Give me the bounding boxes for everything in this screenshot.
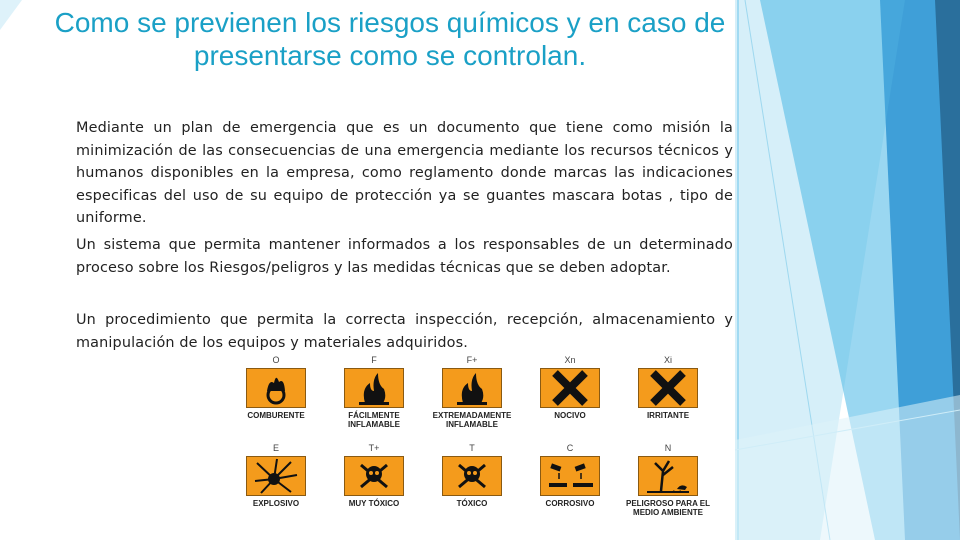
hazard-code: O bbox=[272, 355, 280, 365]
hazard-symbols-grid bbox=[226, 354, 720, 540]
hazard-name: NOCIVO bbox=[554, 411, 586, 420]
hazard-symbol-irritant bbox=[618, 354, 718, 420]
hazard-name: TÓXICO bbox=[456, 499, 488, 508]
paragraph-emergency-plan: Mediante un plan de emergencia que es un documento que tiene como misión la minimización de las consecuencias de una emergencia mediante los recursos técnicos y humanos disponibles en la empresa, como reglamento donde marcas las indicaciones especificas del uso de su equipo de protección ya se guantes mascara botas , tipo de uniforme. bbox=[76, 120, 733, 227]
dead-tree-icon bbox=[638, 456, 698, 496]
flame-icon bbox=[344, 368, 404, 408]
hazard-symbol-flammable bbox=[324, 354, 424, 429]
hazard-code: F+ bbox=[466, 355, 478, 365]
hazard-code: T+ bbox=[368, 443, 380, 453]
hazard-name: EXPLOSIVO bbox=[252, 499, 300, 508]
hazard-code: F bbox=[371, 355, 377, 365]
hazard-code: E bbox=[272, 443, 279, 453]
cross-icon bbox=[638, 368, 698, 408]
paragraph-information-system: Un sistema que permita mantener informados a los responsables de un determinado proceso sobre los Riesgos/peligros y las medidas técnicas que se deben adoptar. bbox=[76, 237, 733, 276]
skull-icon bbox=[344, 456, 404, 496]
flame-icon bbox=[442, 368, 502, 408]
hazard-symbol-explosive bbox=[226, 442, 326, 508]
hazard-name: IRRITANTE bbox=[646, 411, 690, 420]
hazard-symbol-environment bbox=[618, 442, 718, 517]
hazard-symbol-oxidizer bbox=[226, 354, 326, 420]
slide-title: Como se previenen los riesgos químicos y en caso de presentarse como se controlan. bbox=[54, 7, 726, 71]
skull-icon bbox=[442, 456, 502, 496]
hazard-code: C bbox=[566, 443, 574, 453]
hazard-name: MUY TÓXICO bbox=[348, 499, 400, 508]
hazard-name: EXTREMADAMENTE INFLAMABLE bbox=[432, 411, 512, 429]
paragraph-inspection-procedure: Un procedimiento que permita la correcta inspección, recepción, almacenamiento y manipulación de los equipos y materiales adquiridos. bbox=[76, 312, 733, 351]
hazard-symbol-extremely-flammable bbox=[422, 354, 522, 429]
hazard-code: Xn bbox=[564, 355, 576, 365]
hazard-symbol-very-toxic bbox=[324, 442, 424, 508]
hazard-symbol-corrosive bbox=[520, 442, 620, 508]
explosion-icon bbox=[246, 456, 306, 496]
oxidizer-icon bbox=[246, 368, 306, 408]
hazard-name: FÁCILMENTE INFLAMABLE bbox=[348, 411, 400, 429]
hazard-name: COMBURENTE bbox=[247, 411, 305, 420]
hazard-symbol-harmful bbox=[520, 354, 620, 420]
hazard-code: N bbox=[664, 443, 672, 453]
corrosive-icon bbox=[540, 456, 600, 496]
hazard-name: PELIGROSO PARA EL MEDIO AMBIENTE bbox=[625, 499, 710, 517]
hazard-name: CORROSIVO bbox=[545, 499, 595, 508]
cross-icon bbox=[540, 368, 600, 408]
hazard-code: T bbox=[469, 443, 475, 453]
hazard-code: Xi bbox=[663, 355, 672, 365]
hazard-symbol-toxic bbox=[422, 442, 522, 508]
